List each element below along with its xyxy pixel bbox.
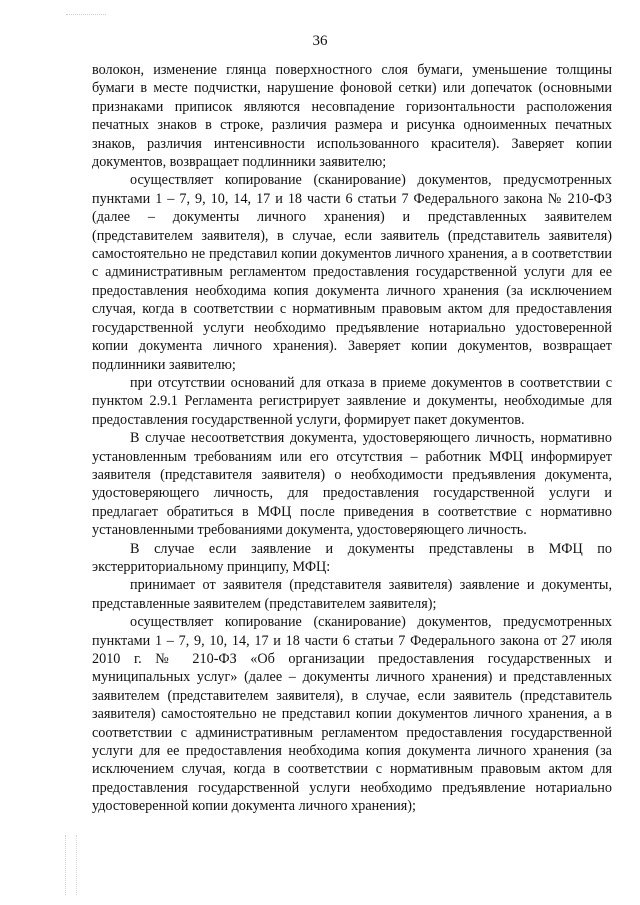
paragraph: осуществляет копирование (сканирование) документов, предусмотренных пунктами 1 – 7, 9, 10, 14, 17 и 18 части 6 статьи 7 Федерального закона № 210-ФЗ (далее – документы личного хранения) и представленных заявителем (представителем заявителя), в случае, если заявитель (представитель заявителя) самостоятельно не представил копии документов личного хранения, а в соответствии с административным регламентом предоставления государственной услуги для ее предоставления необходима копия документа личного хранения (за исключением случая, когда в соответствии с нормативным правовым актом для предоставления государственной услуги необходимо предъявление нотариально удостоверенной копии документа личного хранения). Заверяет копии документов, возвращает подлинники заявителю; xyxy=(92,172,612,373)
paragraph: волокон, изменение глянца поверхностного слоя бумаги, уменьшение толщины бумаги в месте подчистки, нарушение фоновой сетки) или допечаток (основными признаками приписок являются несовпадение горизонтальности расположения печатных знаков в строке, различия размера и рисунка одноименных печатных знаков, различия интенсивности использованного красителя). Заверяет копии документов, возвращает подлинники заявителю; xyxy=(92,62,612,171)
paragraph: В случае если заявление и документы представлены в МФЦ по экстерриториальному принципу, МФЦ: xyxy=(92,540,612,575)
paragraph: принимает от заявителя (представителя заявителя) заявление и документы, представленные заявителем (представителем заявителя); xyxy=(92,577,612,612)
paragraph: осуществляет копирование (сканирование) документов, предусмотренных пунктами 1 – 7, 9, 10, 14, 17 и 18 части 6 статьи 7 Федерального закона от 27 июля 2010 г. № 210-ФЗ «Об организации предоставления государственных и муниципальных услуг» (далее – документы личного хранения) и представленных заявителем (представителем заявителя), в случае, если заявитель (представитель заявителя) самостоятельно не представил копии документов личного хранения, а в соответствии с административным регламентом предоставления государственной услуги для ее предоставления необходима копия документа личного хранения (за исключением случая, когда в соответствии с нормативным правовым актом для предоставления государственной услуги необходимо предъявление нотариально удостоверенной копии документа личного хранения); xyxy=(92,614,612,815)
scan-artifact-left xyxy=(65,835,77,895)
paragraph: при отсутствии оснований для отказа в приеме документов в соответствии с пунктом 2.9.1 Регламента регистрирует заявление и документы, необходимые для предоставления государственной услуги, формирует пакет документов. xyxy=(92,374,612,428)
scan-artifact-top xyxy=(66,14,106,16)
document-body xyxy=(92,61,612,816)
paragraph: В случае несоответствия документа, удостоверяющего личность, нормативно установленным требованиям или его отсутствия – работник МФЦ информирует заявителя (представителя заявителя) о необходимости предъявления документа, удостоверяющего личность, для предоставления государственной услуги и предлагает обратиться в МФЦ после приведения в соответствие с нормативно установленными требованиями документа, удостоверяющего личность. xyxy=(92,430,612,539)
page-number: 36 xyxy=(312,33,328,49)
